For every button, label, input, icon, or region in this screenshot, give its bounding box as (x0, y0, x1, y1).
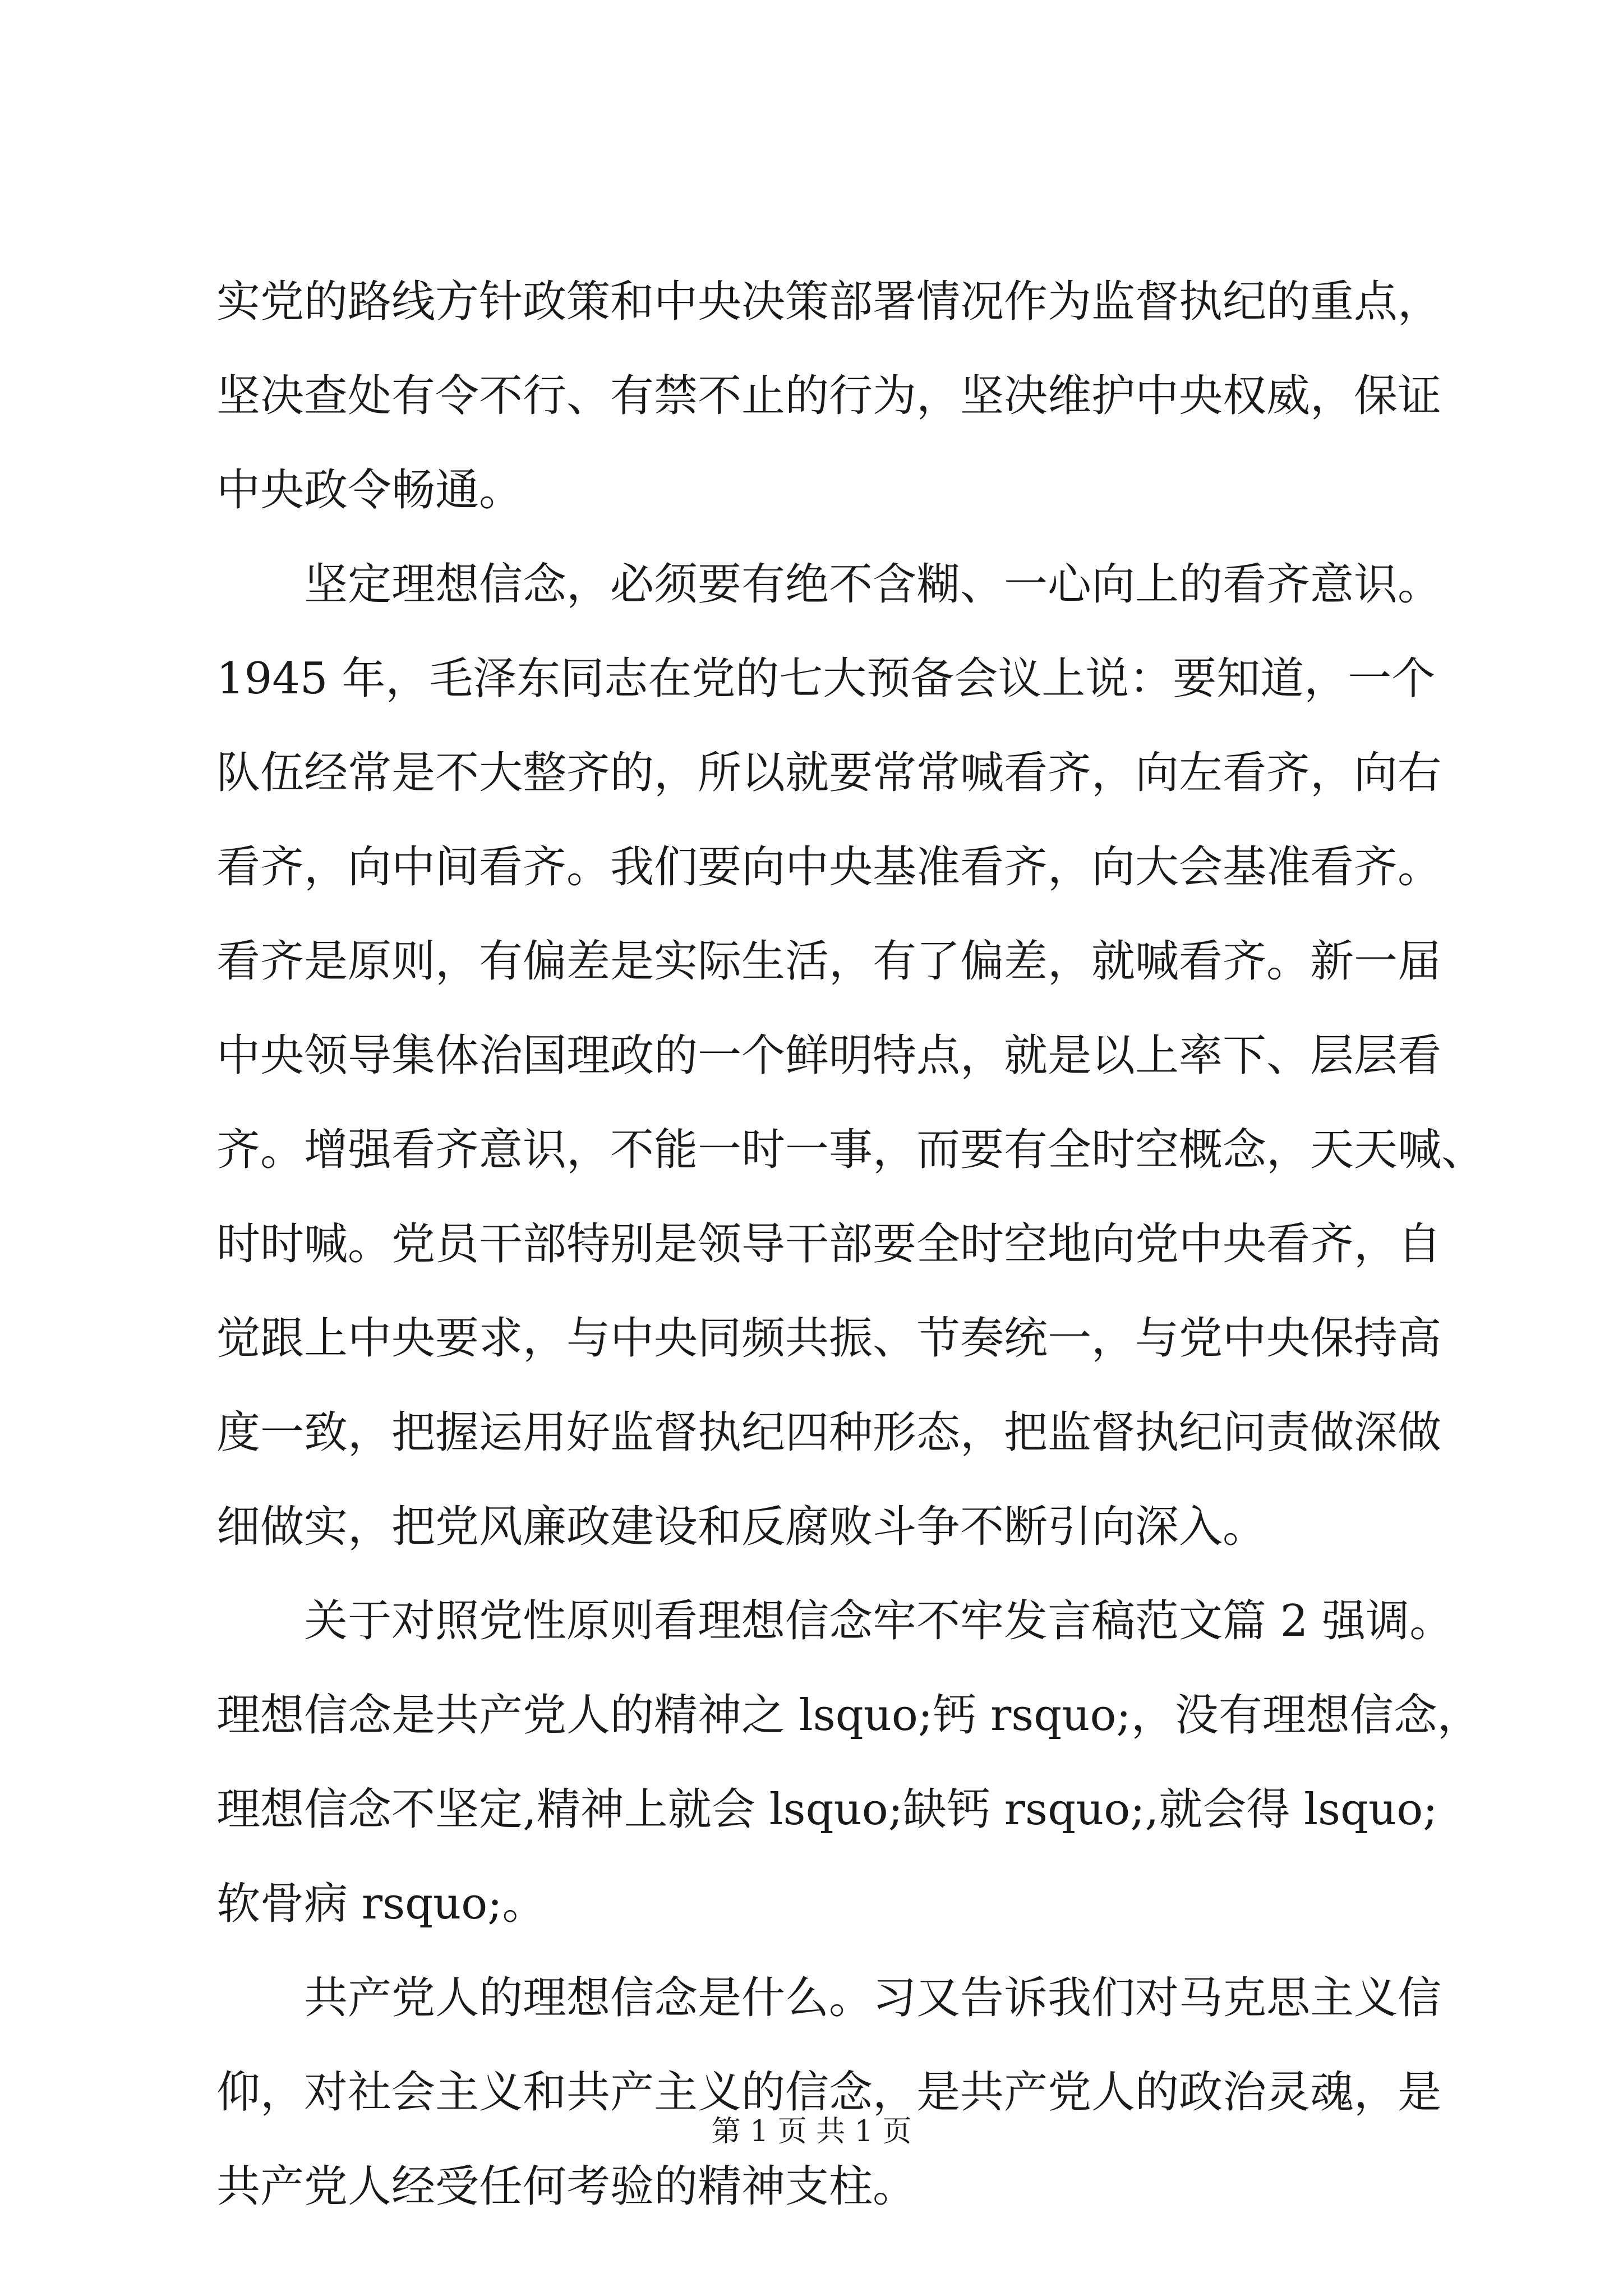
text-line: 理想信念是共产党人的精神之 lsquo;钙 rsquo;，没有理想信念， (216, 1690, 1481, 1741)
text-line: 软骨病 rsquo;。 (216, 1879, 546, 1929)
text-line: 时时喊。党员干部特别是领导干部要全时空地向党中央看齐，自 (216, 1219, 1442, 1269)
text-line: 实党的路线方针政策和中央决策部署情况作为监督执纪的重点， (216, 277, 1442, 327)
page-footer (0, 2115, 1623, 2148)
text-line: 中央领导集体治国理政的一个鲜明特点，就是以上率下、层层看 (216, 1030, 1442, 1081)
text-line: 度一致，把握运用好监督执纪四种形态，把监督执纪问责做深做 (216, 1407, 1442, 1458)
paragraph-first-line: 关于对照党性原则看理想信念牢不牢发言稿范文篇 2 强调。 (304, 1596, 1454, 1646)
text-line: 中央政令畅通。 (216, 465, 523, 516)
paragraph-first-line: 共产党人的理想信念是什么。习又告诉我们对马克思主义信 (304, 1973, 1442, 2023)
page-number-label: 第 1 页 共 1 页 (711, 2115, 912, 2148)
paragraph-first-line: 坚定理想信念，必须要有绝不含糊、一心向上的看齐意识。 (304, 559, 1442, 610)
text-line: 齐。增强看齐意识，不能一时一事，而要有全时空概念，天天喊、 (216, 1125, 1486, 1175)
text-line: 细做实，把党风廉政建设和反腐败斗争不断引向深入。 (216, 1502, 1267, 1552)
text-line: 1945 年，毛泽东同志在党的七大预备会议上说：要知道，一个 (216, 654, 1436, 704)
text-line: 觉跟上中央要求，与中央同频共振、节奏统一，与党中央保持高 (216, 1313, 1442, 1364)
text-line: 仰，对社会主义和共产主义的信念，是共产党人的政治灵魂，是 (216, 2067, 1442, 2118)
text-line: 看齐是原则，有偏差是实际生活，有了偏差，就喊看齐。新一届 (216, 936, 1442, 987)
document-body (216, 255, 1486, 2234)
text-line: 共产党人经受任何考验的精神支柱。 (216, 2161, 917, 2212)
text-line: 队伍经常是不大整齐的，所以就要常常喊看齐，向左看齐，向右 (216, 748, 1442, 798)
text-line: 理想信念不坚定,精神上就会 lsquo;缺钙 rsquo;,就会得 lsquo; (216, 1784, 1438, 1835)
text-line: 坚决查处有令不行、有禁不止的行为，坚决维护中央权威，保证 (216, 371, 1442, 421)
text-line: 看齐，向中间看齐。我们要向中央基准看齐，向大会基准看齐。 (216, 842, 1442, 892)
